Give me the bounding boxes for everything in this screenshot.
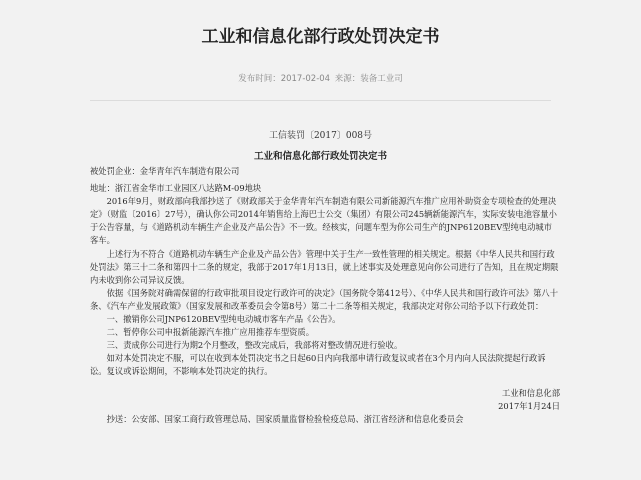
page-title: 工业和信息化部行政处罚决定书 — [201, 27, 440, 47]
party-address: 地址：浙江省金华市工业园区八达路M-09地块 — [90, 183, 262, 194]
issuer-signature: 工业和信息化部 — [501, 387, 560, 398]
paragraph-appeal: 如对本处罚决定不服，可以在收到本处罚决定书之日起60日内向我部申请行政复议或者在3个月内向人民法院提起行政诉讼。复议或诉讼期间，不影响本处罚决定的执行。 — [90, 353, 546, 377]
document-body — [90, 165, 560, 426]
cc-list: 抄送：公安部、国家工商行政管理总局、国家质量监督检验检疫总局、浙江省经济和信息化委员会 — [106, 413, 464, 424]
penalty-item-3: 三、责成你公司进行为期2个月整改，整改完成后，我部将对整改情况进行验收。 — [106, 340, 403, 351]
penalty-item-2: 二、暂停你公司申报新能源汽车推广应用推荐车型资质。 — [106, 327, 315, 338]
penalized-party: 被处罚企业：金华青年汽车制造有限公司 — [90, 166, 240, 176]
paragraph-basis: 依据《国务院对确需保留的行政审批项目设定行政许可的决定》（国务院令第412号）、《中华人民共和国行政许可法》第八十条、《汽车产业发展政策》（国家发展和改革委员会令第8号）第二十二条等相关规定，我部决定对你公司给予以下行政处罚： — [90, 287, 559, 311]
article-meta — [0, 72, 641, 84]
penalty-item-1: 一、撤销你公司JNP6120BEV型纯电动城市客车产品《公告》。 — [106, 314, 341, 325]
source-label: 来源：装备工业司 — [334, 74, 403, 84]
publish-time: 发布时间：2017-02-04 — [238, 74, 331, 84]
document-number: 工信装罚〔2017〕008号 — [268, 131, 373, 141]
document-title: 工业和信息化部行政处罚决定书 — [253, 151, 387, 162]
header-divider — [90, 100, 551, 101]
paragraph-facts: 2016年9月，财政部向我部抄送了《财政部关于金华青年汽车制造有限公司新能源汽车推广应用补助资金专项检查的处理决定》（财监〔2016〕27号），确认你公司2014年销售给上海巴士公交（集团）有限公司245辆新能源汽车，实际安装电池容量小于公告容量，与《道路机动车辆生产企业及产品公告》不一致。经核实，问题车型为你公司生产的JNP6120BEV型纯电动城市客车。 — [90, 196, 557, 246]
paragraph-violation: 上述行为不符合《道路机动车辆生产企业及产品公告》管理中关于生产一致性管理的相关规定。根据《中华人民共和国行政处罚法》第三十二条和第四十二条的规定，我部于2017年1月13日，就上述事实及处理意见向你公司进行了告知，且在规定期限内未收到你公司异议反馈。 — [90, 248, 559, 285]
issue-date: 2017年1月24日 — [498, 400, 560, 411]
